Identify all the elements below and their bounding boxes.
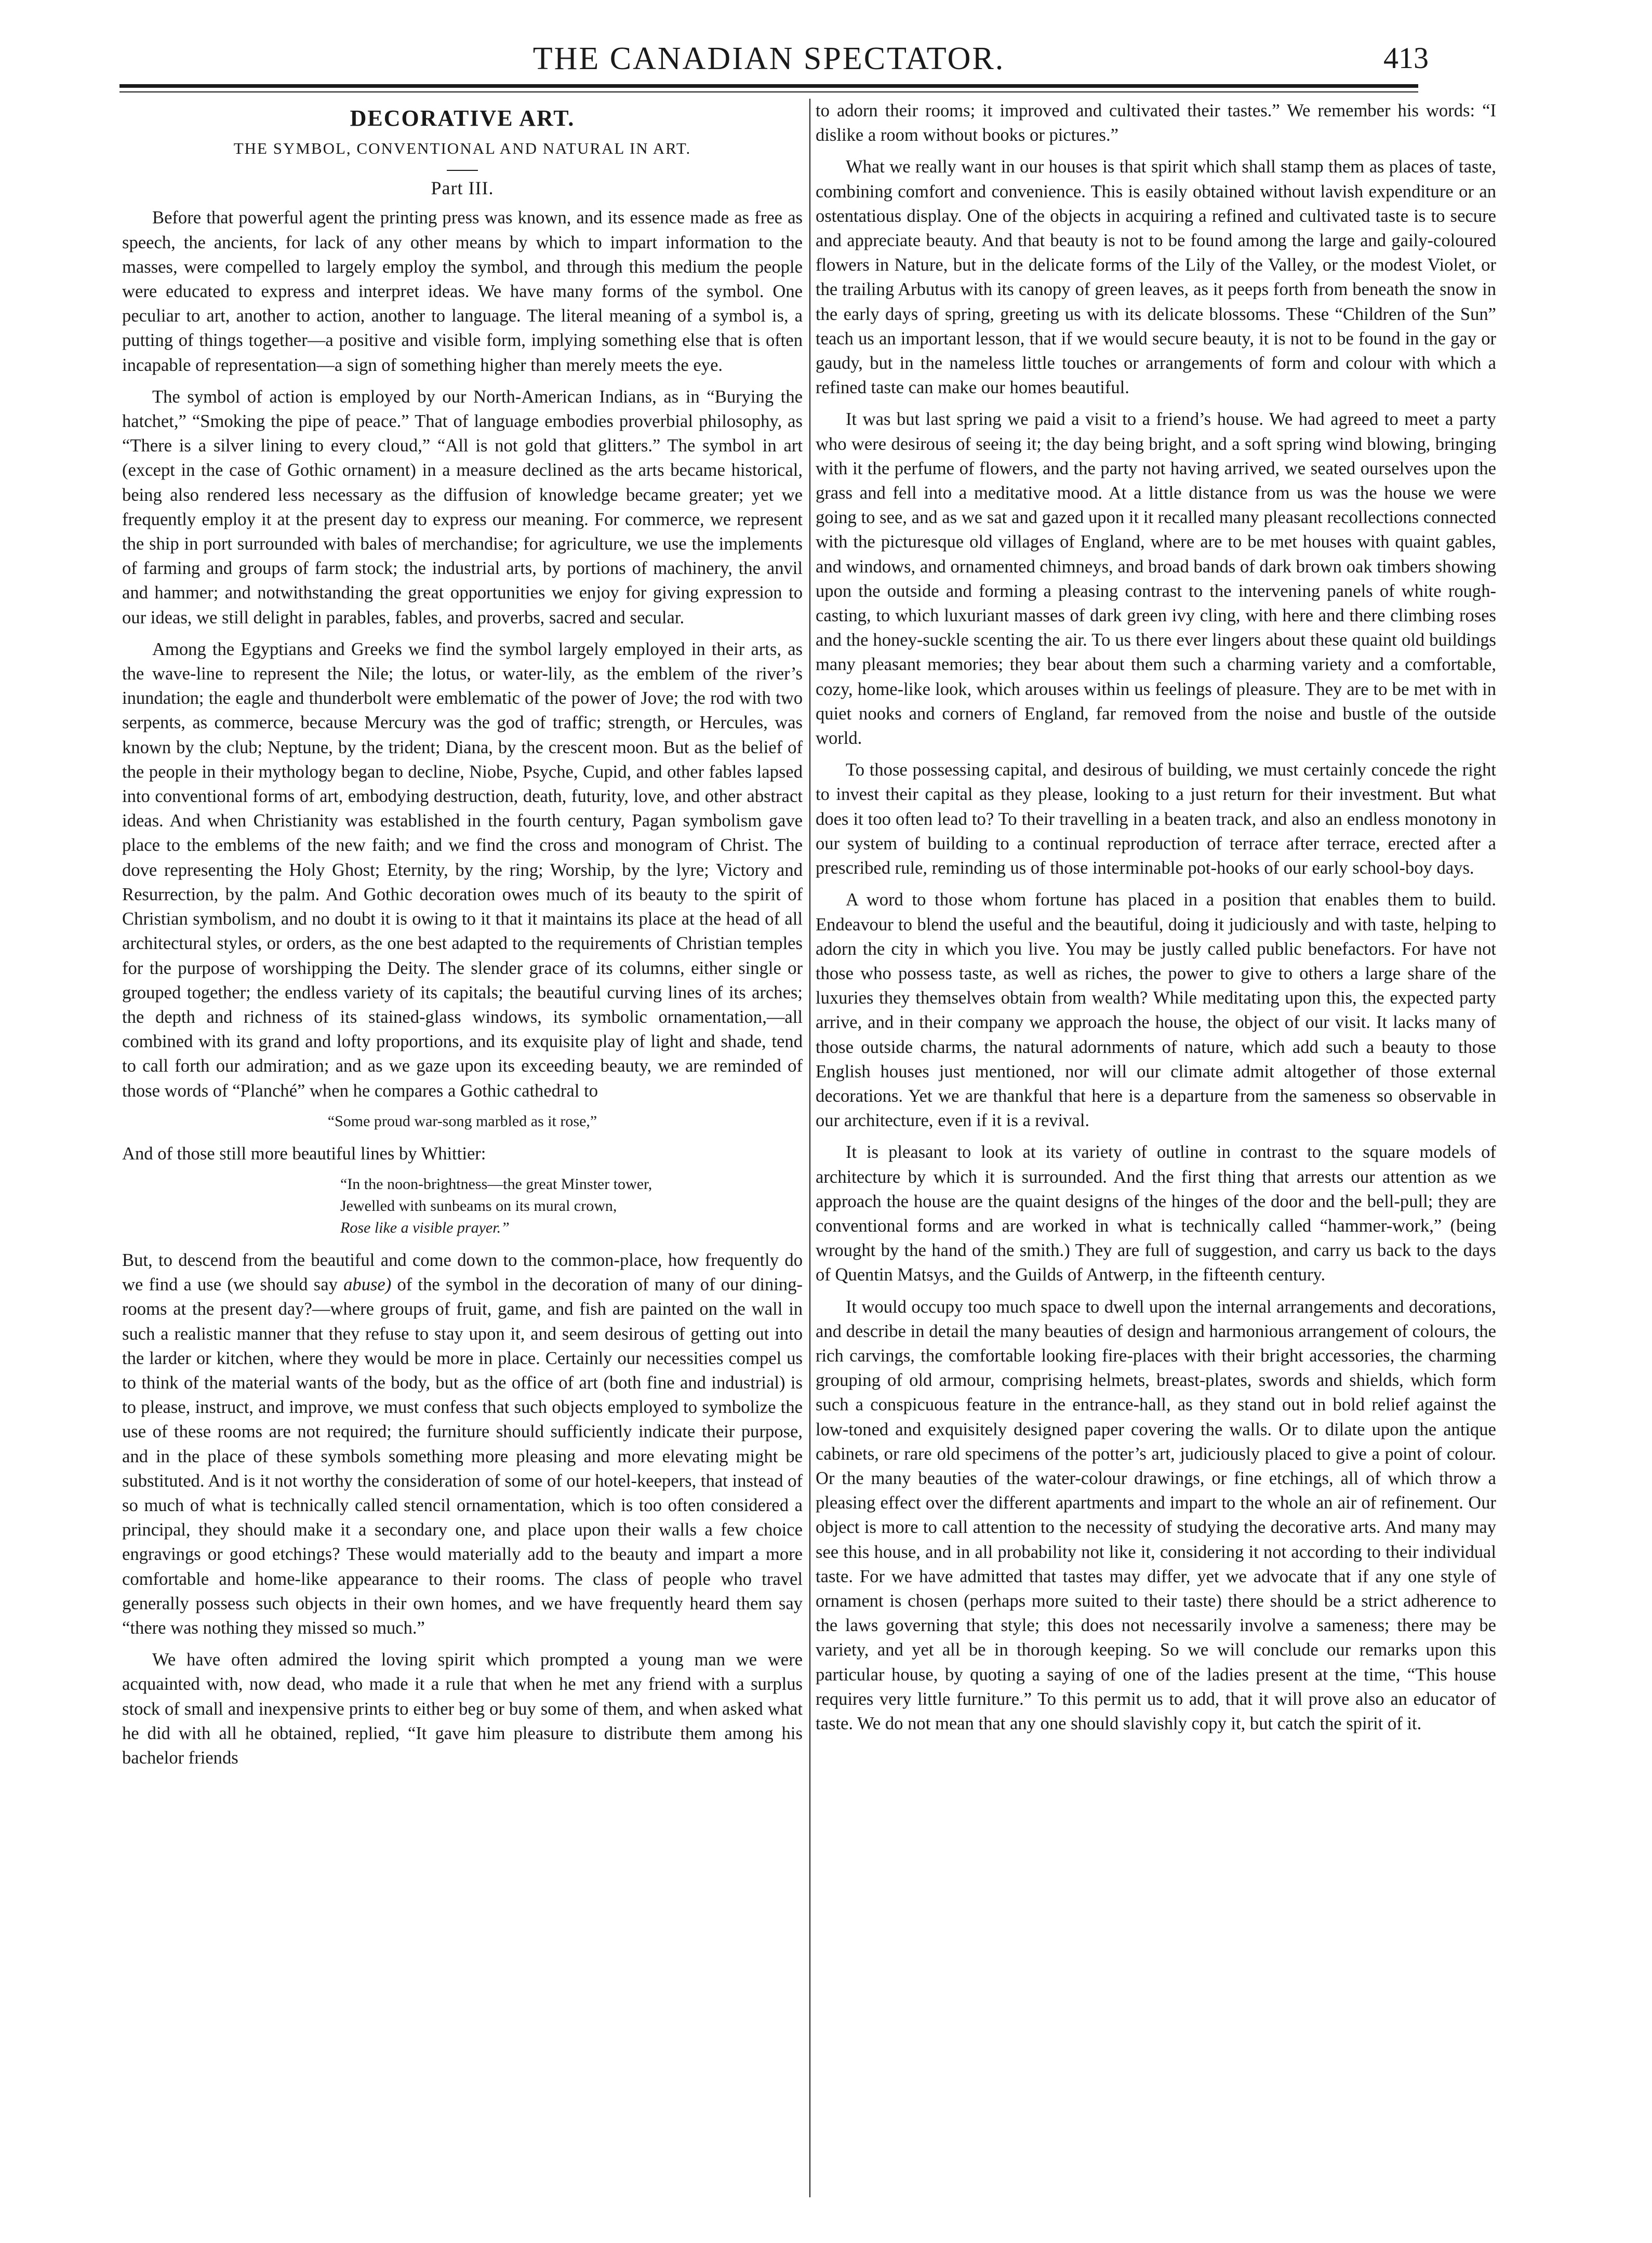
paragraph-left-5: [122, 1248, 803, 1640]
paragraph-right-3: It was but last spring we paid a visit to a friend’s house. We had agreed to meet a party who were desirous of seeing it; the day being bright, and a soft spring wind blowing, bringing with it the perfume of flowers, and the party not having arrived, we seated ourselves upon the grass and fell into a meditative mood. At a little distance from us was the house we were going to see, and as we sat and gazed upon it it recalled many pleasant recollections connected with the picturesque old villages of England, where are to be met houses with quaint gables, and windows, and ornamented chimneys, and broad bands of dark brown oak timbers showing upon the outside and forming a pleasing contrast to the intervening panels of white rough-casting, to which luxuriant masses of dark green ivy cling, with here and there climbing roses and the honey-suckle scenting the air. To us there ever lingers about these quaint old buildings many pleasant memories; they bear about them such a charming variety and a comfortable, cozy, home-like look, which arouses within us feelings of pleasure. They are to be met with in quiet nooks and corners of England, far removed from the noise and bustle of the outside world.: [816, 409, 1496, 749]
paragraph-left-6: We have often admired the loving spirit which prompted a young man we were acquainted with, now dead, who made it a rule that when he met any friend with a surplus stock of small and inexpensive prints to either beg or buy some of them, and when asked what he did with all he obtained, replied, “It gave him pleasure to distribute them among his bachelor friends: [122, 1650, 803, 1768]
paragraph-left-3: Among the Egyptians and Greeks we find the symbol largely employed in their arts, as the wave-line to represent the Nile; the lotus, or water-lily, as the emblem of the river’s inundation; the eagle and thunderbolt were emblematic of the power of Jove; the rod with two serpents, as commerce, because Mercury was the god of traffic; strength, or Hercules, was known by the club; Neptune, by the trident; Diana, by the crescent moon. But as the belief of the people in their mythology began to decline, Niobe, Psyche, Cupid, and other fables lapsed into conventional forms of art, embodying destruction, death, futurity, love, and other abstract ideas. And when Christianity was established in the fourth century, Pagan symbolism gave place to the emblems of the new faith; and we find the cross and monogram of Christ. The dove representing the Holy Ghost; Eternity, by the ring; Worship, by the lyre; Victory and Resurrection, by the palm. And Gothic decoration owes much of its beauty to the spirit of Christian symbolism, and no doubt it is owing to it that it maintains its place at the head of all architectural styles, or orders, as the one best adapted to the requirements of Christian temples for the purpose of worshipping the Deity. The slender grace of its columns, either single or grouped together; the endless variety of its capitals; the beautiful curving lines of its arches; the depth and richness of its stained-glass windows, its symbolic ornamentation,—all combined with its grand and lofty proportions, and its exquisite play of light and shade, tend to call forth our admiration; and as we gaze upon its exceeding beauty, we are reminded of those words of “Planché” when he compares a Gothic cathedral to: [122, 639, 803, 1101]
quote-whittier-line-3: Rose like a visible prayer.”: [340, 1219, 510, 1236]
quote-planche: “Some proud war-song marbled as it rose,”: [327, 1112, 597, 1130]
quote-whittier-line-2: Jewelled with sunbeams on its mural crown,: [340, 1197, 617, 1214]
quote-whittier-line-1: “In the noon-brightness—the great Minster tower,: [340, 1175, 652, 1193]
paragraph-left-1: Before that powerful agent the printing press was known, and its essence made as free as speech, the ancients, for lack of any other means by which to impart information to the masses, were compelled to largely employ the symbol, and through this medium the people were educated to express and interpret ideas. We have many forms of the symbol. One peculiar to art, another to action, another to language. The literal meaning of a symbol is, a putting of things together—a positive and visible form, implying something else that is often incapable of representation—a sign of something higher than merely meets the eye.: [122, 208, 803, 375]
subtitle-rule: [447, 170, 478, 171]
paragraph-left-5-emphasis: abuse): [343, 1275, 392, 1295]
paragraph-right-1: to adorn their rooms; it improved and cultivated their tastes.” We remember his words: “I dislike a room without books or pictures.”: [816, 101, 1496, 145]
paragraph-right-4: To those possessing capital, and desirous of building, we must certainly concede the right to invest their capital as they please, looking to a just return for their investment. But what does it too often lead to? To their travelling in a beaten track, and also an endless monotony in our system of building to a continual reproduction of terrace after terrace, erected after a prescribed rule, reminding us of those interminable pot-hooks of our early school-boy days.: [816, 760, 1496, 878]
masthead: [119, 36, 1429, 78]
quote-whittier: [122, 1173, 803, 1239]
masthead-rule-thick: [119, 84, 1418, 88]
article-title: DECORATIVE ART.: [350, 105, 575, 131]
paragraph-right-5: A word to those whom fortune has placed in a position that enables them to build. Endeavour to blend the useful and the beautiful, doing it judiciously and with taste, helping to adorn the city in which you live. You may be justly called public benefactors. For have not those who possess taste, as well as riches, the power to give to others a large share of the luxuries they themselves obtain from wealth? While meditating upon this, the expected party arrive, and in their company we approach the house, the object of our visit. It lacks many of those outside charms, the natural adornments of nature, which add such a beauty to those English houses just mentioned, nor will our climate admit altogether of those external decorations. Yet we are thankful that here is a departure from the sameness so observable in our architecture, even if it is a revival.: [816, 890, 1496, 1131]
paragraph-left-5-a: But, to descend from the beautiful and come down to the common-place, how frequently do we find a use (we should say: [122, 1250, 803, 1295]
page-number: 413: [1383, 41, 1429, 75]
article-part: Part III.: [431, 178, 494, 199]
right-column: [816, 99, 1496, 2223]
article-subtitle: THE SYMBOL, CONVENTIONAL AND NATURAL IN ART.: [233, 139, 691, 157]
masthead-title: THE CANADIAN SPECTATOR.: [532, 41, 1005, 76]
column-divider: [809, 99, 810, 2197]
paragraph-left-2: The symbol of action is employed by our North-American Indians, as in “Burying the hatchet,” “Smoking the pipe of peace.” That of language embodies proverbial philosophy, as “There is a silver lining to every cloud,” “All is not gold that glitters.” The symbol in art (except in the case of Gothic ornament) in a measure declined as the arts became historical, being also rendered less necessary as the diffusion of knowledge became greater; yet we frequently employ it at the present day to express our meaning. For commerce, we represent the ship in port surrounded with bales of merchandise; for agriculture, we use the implements of farming and groups of farm stock; the industrial arts, by portions of machinery, the anvil and hammer; and notwithstanding the great opportunities we enjoy for giving expression to our ideas, we still delight in parables, fables, and proverbs, sacred and secular.: [122, 386, 803, 627]
paragraph-left-5-b: of the symbol in the decoration of many of our dining-rooms at the present day?—where groups of fruit, game, and fish are painted on the wall in such a realistic manner that they refuse to stay upon it, and seem desirous of getting out into the larder or kitchen, where they would be more in place. Certainly our necessities compel us to think of the material wants of the body, but as the office of art (both fine and industrial) is to please, instruct, and improve, we must confess that such objects employed to symbolize the use of these rooms are not required; the furniture should sufficiently indicate their purpose, and in the place of these symbols something more pleasing and more elevating might be substituted. And is it not worthy the consideration of some of our hotel-keepers, that instead of so much of what is technically called stencil ornamentation, which is too often considered a principal, they should make it a secondary one, and place upon their walls a few choice engravings or good etchings? These would materially add to the beauty and impart a more comfortable and home-like appearance to their rooms. The class of people who travel generally possess such objects in their own homes, and we have frequently heard them say “there was nothing they missed so much.”: [122, 1275, 803, 1638]
masthead-rule-thin: [119, 91, 1418, 92]
paragraph-left-4: And of those still more beautiful lines by Whittier:: [122, 1143, 486, 1164]
paragraph-right-2: What we really want in our houses is that spirit which shall stamp them as places of taste, combining comfort and convenience. This is easily obtained without lavish expenditure or an ostentatious display. One of the objects in acquiring a refined and cultivated taste is to secure and appreciate beauty. And that beauty is not to be found among the large and gaily-coloured flowers in Nature, but in the delicate forms of the Lily of the Valley, or the modest Violet, or the trailing Arbutus with its canopy of green leaves, as it peeps forth from beneath the snow in the early days of spring, greeting us with its delicate blossoms. These “Children of the Sun” teach us an important lesson, that if we would secure beauty, it is not to be found in the gay or gaudy, but in the nameless little touches or arrangements of form and colour with which a refined taste can make our homes beautiful.: [816, 157, 1496, 398]
left-column: [122, 99, 803, 2223]
paragraph-right-6: It is pleasant to look at its variety of outline in contrast to the square models of architecture by which it is surrounded. And the first thing that arrests our attention as we approach the house are the quaint designs of the hinges of the door and the bell-pull; they are conventional forms and are worked in what is technically called “hammer-work,” (being wrought by the hand of the smith.) They are full of suggestion, and carry us back to the days of Quentin Matsys, and the Guilds of Antwerp, in the fifteenth century.: [816, 1142, 1496, 1285]
paragraph-right-7: It would occupy too much space to dwell upon the internal arrangements and decorations, and describe in detail the many beauties of design and harmonious arrangement of colours, the rich carvings, the comfortable looking fire-places with their bright accessories, the charming grouping of old armour, comprising helmets, breast-plates, swords and shields, which form such a conspicuous feature in the entrance-hall, as they stand out in bold relief against the low-toned and exquisitely designed paper covering the walls. Or to dilate upon the antique cabinets, or rare old specimens of the potter’s art, judiciously placed to give a point of colour. Or the many beauties of the water-colour drawings, or fine etchings, all of which throw a pleasing effect over the different apartments and impart to the whole an air of refinement. Our object is more to call attention to the necessity of studying the decorative arts. And many may see this house, and in all probability not like it, considering it not according to their individual taste. For we have admitted that tastes may differ, yet we advocate that if any one style of ornament is chosen (perhaps more suited to their taste) there should be a strict adherence to the laws governing that style; this does not necessarily involve a sameness; there may be variety, and yet all be in thorough keeping. So we will conclude our remarks upon this particular house, by quoting a saying of one of the ladies present at the time, “This house requires very little furniture.” To this permit us to add, that it will prove also an educator of taste. We do not mean that any one should slavishly copy it, but catch the spirit of it.: [816, 1297, 1496, 1733]
